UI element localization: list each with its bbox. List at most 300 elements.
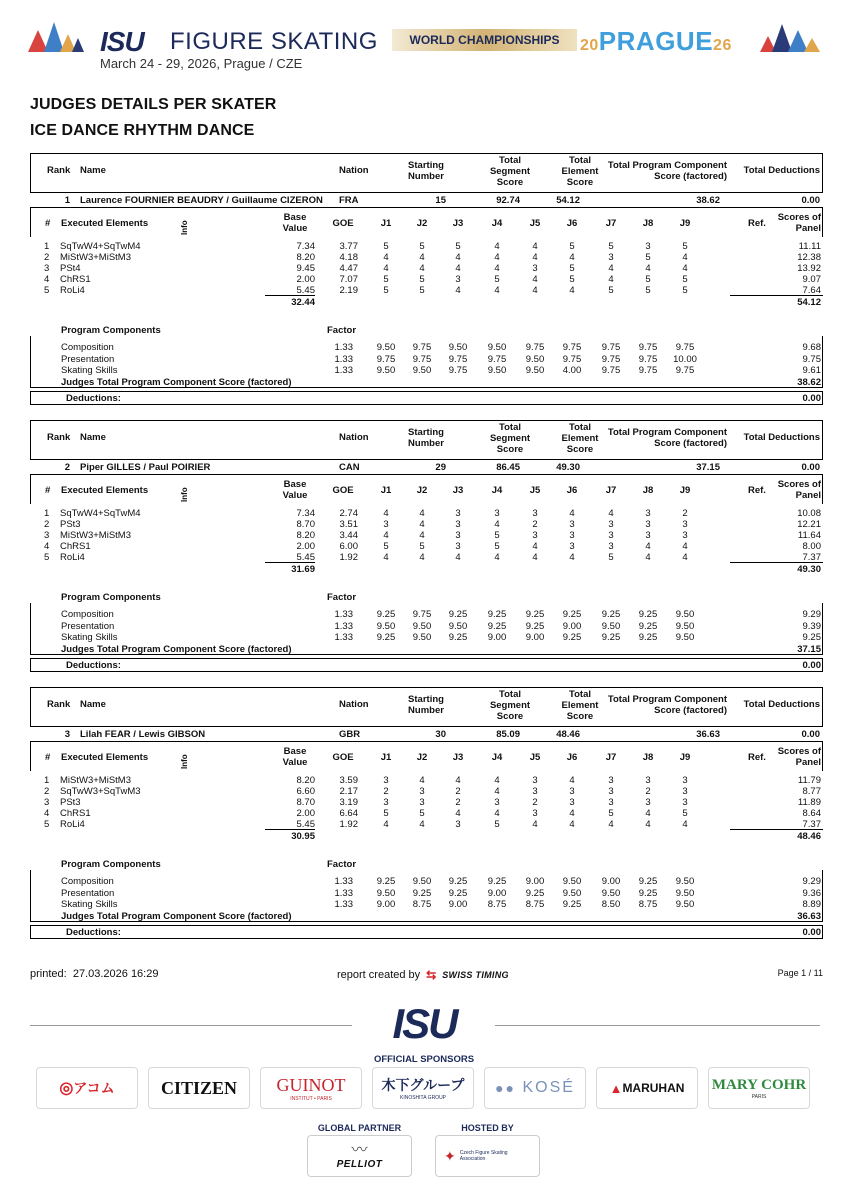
sponsor-acom: ◎ アコム <box>36 1067 138 1109</box>
judge-mark: 4 <box>608 274 614 285</box>
judge-mark: 3 <box>383 797 389 808</box>
component-score: 9.61 <box>802 365 821 376</box>
skater-nation: CAN <box>339 462 360 473</box>
judge-component-mark: 9.25 <box>562 899 582 910</box>
segment-score-header: Score <box>496 444 524 455</box>
panel-score: 11.64 <box>797 530 821 541</box>
judge-mark: 3 <box>569 530 575 541</box>
goe-value: 4.47 <box>339 263 358 274</box>
number-header: Number <box>408 171 444 182</box>
judge-component-mark: 9.50 <box>675 632 695 643</box>
element-number: 4 <box>44 541 50 552</box>
element-number: 5 <box>44 552 50 563</box>
panel-header: Panel <box>795 490 821 501</box>
element-row <box>30 241 823 252</box>
judge-mark: 4 <box>419 530 425 541</box>
base-header: Base <box>283 479 307 490</box>
judge-mark: 5 <box>494 819 500 830</box>
component-score: 9.39 <box>802 620 821 632</box>
judge-mark: 5 <box>569 263 575 274</box>
components-divider <box>30 654 823 655</box>
component-name: Composition <box>61 876 114 887</box>
judge-component-mark: 9.75 <box>675 342 695 353</box>
skater-block <box>30 153 823 408</box>
base-value: 2.00 <box>296 274 315 285</box>
judge-component-mark: 9.25 <box>448 609 468 620</box>
ref-header: Ref. <box>748 218 766 229</box>
number-header: Number <box>408 705 444 716</box>
component-factor: 1.33 <box>334 632 353 643</box>
nation-header: Nation <box>339 432 369 443</box>
goe-value: 6.64 <box>339 808 358 819</box>
judge-mark: 3 <box>645 241 651 252</box>
skater-pcs: 38.62 <box>696 195 720 206</box>
components-box <box>30 336 823 388</box>
judge-component-mark: 9.25 <box>525 887 545 899</box>
judge-mark: 4 <box>569 508 575 519</box>
judge-component-mark: 9.75 <box>562 353 582 365</box>
judge-mark: 3 <box>608 775 614 786</box>
sponsor-citizen: CITIZEN <box>148 1067 250 1109</box>
scores-of-header: Scores of <box>777 746 821 757</box>
judge-mark: 3 <box>608 530 614 541</box>
component-name: Skating Skills <box>61 632 118 643</box>
deductions-total: 0.00 <box>802 660 821 671</box>
judge-mark: 3 <box>532 263 538 274</box>
judge-mark: 5 <box>608 552 614 563</box>
judge-component-mark: 9.50 <box>675 887 695 899</box>
elements-divider <box>265 562 315 563</box>
component-score: 8.89 <box>802 899 821 910</box>
starting-header: Starting <box>408 427 444 438</box>
judge-mark: 2 <box>682 508 688 519</box>
judge-mark: 5 <box>419 808 425 819</box>
judge-mark: 2 <box>532 519 538 530</box>
panel-score: 7.37 <box>802 552 821 563</box>
judge-component-mark: 9.25 <box>487 620 507 632</box>
judge-component-mark: 9.50 <box>525 353 545 365</box>
judge-header-3: J3 <box>452 485 464 496</box>
component-name: Presentation <box>61 353 115 365</box>
judge-component-mark: 9.75 <box>638 365 658 376</box>
judge-mark: 3 <box>569 786 575 797</box>
deductions-header: Total Deductions <box>743 432 820 443</box>
judge-component-mark: 9.50 <box>525 365 545 376</box>
hosted-by-label: HOSTED BY <box>461 1123 514 1133</box>
right-triangles-logo <box>758 16 822 56</box>
value-header: Value <box>282 490 308 501</box>
judge-header-3: J3 <box>452 752 464 763</box>
goe-value: 2.74 <box>339 508 358 519</box>
judge-mark: 4 <box>682 541 688 552</box>
ref-header: Ref. <box>748 752 766 763</box>
element-number: 3 <box>44 530 50 541</box>
judge-mark: 3 <box>494 508 500 519</box>
info-header: Info <box>180 754 189 769</box>
factor-header: Factor <box>327 592 357 603</box>
skater-rank: 3 <box>64 729 70 740</box>
component-score: 9.29 <box>802 609 821 620</box>
name-header: Name <box>80 165 106 176</box>
component-name: Composition <box>61 609 114 620</box>
element-header: Element <box>561 433 599 444</box>
judge-mark: 4 <box>419 775 425 786</box>
judge-mark: 4 <box>608 508 614 519</box>
pelliot-wave-icon: 〰 <box>351 1141 368 1159</box>
judge-mark: 3 <box>455 819 461 830</box>
judge-component-mark: 9.25 <box>448 887 468 899</box>
judge-mark: 4 <box>532 819 538 830</box>
judge-component-mark: 9.75 <box>638 353 658 365</box>
elements-divider <box>265 829 315 830</box>
judge-component-mark: 9.75 <box>412 342 432 353</box>
judge-component-mark: 9.25 <box>562 632 582 643</box>
judge-component-mark: 9.25 <box>376 876 396 887</box>
deductions-box <box>30 658 823 672</box>
judge-mark: 4 <box>383 530 389 541</box>
event-header <box>0 0 849 80</box>
base-value: 8.20 <box>296 530 315 541</box>
goe-value: 2.17 <box>339 786 358 797</box>
panel-score: 12.38 <box>797 252 821 263</box>
judge-mark: 4 <box>569 285 575 296</box>
judge-mark: 4 <box>494 775 500 786</box>
judge-mark: 3 <box>682 797 688 808</box>
tpc-header-2: Score (factored) <box>654 438 727 449</box>
judge-component-mark: 8.75 <box>638 899 658 910</box>
judge-component-mark: 9.50 <box>412 632 432 643</box>
info-header: Info <box>180 220 189 235</box>
judge-header-8: J8 <box>642 485 654 496</box>
judge-header-2: J2 <box>416 218 428 229</box>
judge-component-mark: 9.75 <box>448 353 468 365</box>
judges-total-label: Judges Total Program Component Score (factored) <box>61 911 292 922</box>
judge-component-mark: 8.75 <box>487 899 507 910</box>
judge-mark: 3 <box>608 541 614 552</box>
element-number: 2 <box>44 519 50 530</box>
elements-divider <box>265 295 315 296</box>
starting-header: Starting <box>408 694 444 705</box>
judge-mark: 5 <box>682 808 688 819</box>
judge-mark: 2 <box>383 786 389 797</box>
element-number: 5 <box>44 819 50 830</box>
judge-mark: 4 <box>455 285 461 296</box>
judge-mark: 4 <box>532 285 538 296</box>
skater-tss: 92.74 <box>496 195 520 206</box>
judge-component-mark: 9.25 <box>601 632 621 643</box>
page-number: Page 1 / 11 <box>777 968 823 978</box>
judge-mark: 3 <box>608 797 614 808</box>
judge-mark: 3 <box>532 808 538 819</box>
base-value: 5.45 <box>296 552 315 563</box>
printed-info: printed: 27.03.2026 16:29 <box>30 968 159 980</box>
base-value: 8.20 <box>296 775 315 786</box>
judge-mark: 3 <box>532 530 538 541</box>
component-score: 9.68 <box>802 342 821 353</box>
judge-mark: 4 <box>494 808 500 819</box>
judge-mark: 3 <box>569 541 575 552</box>
elements-divider-right <box>730 295 823 296</box>
judge-mark: 3 <box>608 786 614 797</box>
judge-mark: 4 <box>682 263 688 274</box>
judge-component-mark: 9.00 <box>601 876 621 887</box>
goe-value: 3.44 <box>339 530 358 541</box>
judge-header-5: J5 <box>529 218 541 229</box>
segment-score-header: Score <box>496 177 524 188</box>
judge-component-mark: 9.50 <box>675 876 695 887</box>
judge-mark: 4 <box>569 252 575 263</box>
judge-mark: 5 <box>419 541 425 552</box>
judge-header-7: J7 <box>605 752 617 763</box>
tpc-header-1: Total Program Component <box>607 160 727 171</box>
footer-divider-right <box>495 1025 820 1026</box>
judge-mark: 3 <box>455 508 461 519</box>
components-box <box>30 870 823 922</box>
hash-header: # <box>45 752 51 763</box>
judge-mark: 5 <box>645 285 651 296</box>
skater-tes: 54.12 <box>556 195 580 206</box>
judge-header-4: J4 <box>491 218 503 229</box>
judge-component-mark: 9.50 <box>487 342 507 353</box>
goe-header: GOE <box>332 218 354 229</box>
element-number: 3 <box>44 263 50 274</box>
tpc-header-2: Score (factored) <box>654 705 727 716</box>
judge-mark: 4 <box>682 252 688 263</box>
judge-header-8: J8 <box>642 218 654 229</box>
element-row <box>30 519 823 530</box>
element-row <box>30 285 823 296</box>
footer-divider-left <box>30 1025 352 1026</box>
judge-mark: 2 <box>532 797 538 808</box>
judge-mark: 5 <box>419 241 425 252</box>
judge-mark: 5 <box>682 274 688 285</box>
judge-component-mark: 9.75 <box>412 353 432 365</box>
judge-mark: 4 <box>645 541 651 552</box>
factor-header: Factor <box>327 325 357 336</box>
judge-component-mark: 9.75 <box>448 365 468 376</box>
judge-mark: 3 <box>645 775 651 786</box>
element-row <box>30 274 823 285</box>
skater-pcs: 36.63 <box>696 729 720 740</box>
panel-score: 7.64 <box>802 285 821 296</box>
judge-component-mark: 9.00 <box>525 632 545 643</box>
hash-header: # <box>45 218 51 229</box>
report-credit: report created by ⇆ SWISS TIMING <box>337 968 509 982</box>
judge-component-mark: 9.50 <box>376 342 396 353</box>
judge-mark: 4 <box>383 508 389 519</box>
skater-tss: 86.45 <box>496 462 520 473</box>
pcs-total: 37.15 <box>797 644 821 655</box>
event-dates: March 24 - 29, 2026, Prague / CZE <box>100 56 303 71</box>
sponsor-kose: ●● KOSÉ <box>484 1067 586 1109</box>
sponsor-maruhan: ▲ MARUHAN <box>596 1067 698 1109</box>
judge-mark: 3 <box>383 519 389 530</box>
judge-component-mark: 8.75 <box>412 899 432 910</box>
base-value: 2.00 <box>296 808 315 819</box>
judge-component-mark: 9.75 <box>601 353 621 365</box>
segment-title: ICE DANCE RHYTHM DANCE <box>30 122 255 139</box>
element-number: 2 <box>44 252 50 263</box>
judge-mark: 4 <box>532 241 538 252</box>
judge-mark: 5 <box>383 808 389 819</box>
judge-component-mark: 9.25 <box>376 609 396 620</box>
element-header: Element <box>561 700 599 711</box>
skater-icon: ✦ <box>444 1147 456 1164</box>
judge-mark: 4 <box>645 552 651 563</box>
skater-start-number: 30 <box>435 729 446 740</box>
judge-mark: 5 <box>645 252 651 263</box>
elements-total: 48.46 <box>797 831 821 842</box>
component-score: 9.29 <box>802 876 821 887</box>
panel-score: 8.00 <box>802 541 821 552</box>
judge-mark: 4 <box>383 819 389 830</box>
goe-value: 3.51 <box>339 519 358 530</box>
judge-component-mark: 9.50 <box>448 342 468 353</box>
judge-mark: 4 <box>494 552 500 563</box>
component-factor: 1.33 <box>334 609 353 620</box>
segment-total-header: Total <box>499 155 521 166</box>
nation-header: Nation <box>339 165 369 176</box>
skater-nation: FRA <box>339 195 359 206</box>
judge-mark: 5 <box>682 241 688 252</box>
skater-tes: 48.46 <box>556 729 580 740</box>
judge-mark: 4 <box>645 263 651 274</box>
program-components-header: Program Components <box>61 592 161 603</box>
element-code: RoLi4 <box>60 552 85 563</box>
skater-deductions: 0.00 <box>801 462 820 473</box>
judge-component-mark: 9.25 <box>412 887 432 899</box>
deductions-total: 0.00 <box>802 393 821 404</box>
tpc-header-1: Total Program Component <box>607 427 727 438</box>
judge-component-mark: 9.50 <box>412 620 432 632</box>
component-factor: 1.33 <box>334 876 353 887</box>
element-code: PSt3 <box>60 797 81 808</box>
judge-header-2: J2 <box>416 752 428 763</box>
judge-mark: 4 <box>494 519 500 530</box>
element-code: ChRS1 <box>60 808 91 819</box>
component-score: 9.75 <box>802 353 821 365</box>
base-value: 7.34 <box>296 241 315 252</box>
judge-mark: 5 <box>455 241 461 252</box>
skater-block <box>30 687 823 942</box>
base-value: 9.45 <box>296 263 315 274</box>
base-value: 8.70 <box>296 797 315 808</box>
judge-header-5: J5 <box>529 752 541 763</box>
element-total-header: Total <box>569 155 591 166</box>
judge-mark: 4 <box>645 819 651 830</box>
judge-mark: 4 <box>569 775 575 786</box>
swiss-timing-logo: SWISS TIMING <box>442 970 509 980</box>
panel-score: 11.89 <box>797 797 821 808</box>
deductions-box <box>30 391 823 405</box>
skater-block <box>30 420 823 675</box>
judge-mark: 5 <box>569 274 575 285</box>
scores-of-header: Scores of <box>777 212 821 223</box>
judge-component-mark: 8.75 <box>525 899 545 910</box>
judge-mark: 4 <box>455 263 461 274</box>
elements-divider-right <box>730 829 823 830</box>
isu-footer-logo: ISU <box>392 1000 457 1047</box>
judge-component-mark: 9.25 <box>638 620 658 632</box>
judge-mark: 2 <box>455 797 461 808</box>
judge-mark: 3 <box>645 797 651 808</box>
judge-mark: 3 <box>455 519 461 530</box>
deductions-label: Deductions: <box>66 393 121 404</box>
number-header: Number <box>408 438 444 449</box>
judge-mark: 5 <box>494 530 500 541</box>
element-row <box>30 252 823 263</box>
components-divider <box>30 921 823 922</box>
panel-score: 13.92 <box>797 263 821 274</box>
judge-mark: 4 <box>532 274 538 285</box>
component-name: Skating Skills <box>61 365 118 376</box>
judge-mark: 3 <box>419 786 425 797</box>
deductions-box <box>30 925 823 939</box>
judge-component-mark: 8.50 <box>601 899 621 910</box>
judge-component-mark: 9.25 <box>601 609 621 620</box>
skater-tss: 85.09 <box>496 729 520 740</box>
segment-header: Segment <box>489 166 531 177</box>
judge-component-mark: 9.50 <box>412 365 432 376</box>
judge-mark: 4 <box>608 819 614 830</box>
judge-mark: 4 <box>419 519 425 530</box>
element-total-header: Total <box>569 422 591 433</box>
judge-mark: 3 <box>455 530 461 541</box>
judge-mark: 4 <box>455 552 461 563</box>
skater-name: Piper GILLES / Paul POIRIER <box>80 462 211 473</box>
judge-mark: 5 <box>608 808 614 819</box>
tpc-header-1: Total Program Component <box>607 694 727 705</box>
judge-mark: 4 <box>383 252 389 263</box>
global-partner-label: GLOBAL PARTNER <box>317 1123 402 1133</box>
sponsor-guinot: GUINOT INSTITUT • PARIS <box>260 1067 362 1109</box>
element-score-header: Score <box>566 711 594 722</box>
judge-component-mark: 9.25 <box>525 620 545 632</box>
judge-mark: 4 <box>569 819 575 830</box>
judge-component-mark: 9.25 <box>638 876 658 887</box>
judges-total-label: Judges Total Program Component Score (factored) <box>61 377 292 388</box>
judge-mark: 3 <box>455 541 461 552</box>
skater-deductions: 0.00 <box>801 729 820 740</box>
judge-component-mark: 9.25 <box>638 632 658 643</box>
segment-total-header: Total <box>499 422 521 433</box>
judge-header-1: J1 <box>380 752 392 763</box>
element-total-header: Total <box>569 689 591 700</box>
segment-header: Segment <box>489 433 531 444</box>
goe-value: 4.18 <box>339 252 358 263</box>
judge-header-5: J5 <box>529 485 541 496</box>
judge-mark: 3 <box>532 775 538 786</box>
skater-deductions: 0.00 <box>801 195 820 206</box>
value-header: Value <box>282 223 308 234</box>
element-code: PSt4 <box>60 263 81 274</box>
element-number: 3 <box>44 797 50 808</box>
goe-value: 1.92 <box>339 819 358 830</box>
panel-header: Panel <box>795 223 821 234</box>
panel-score: 11.11 <box>798 241 821 252</box>
judge-component-mark: 9.50 <box>487 365 507 376</box>
judge-component-mark: 10.00 <box>673 353 697 365</box>
judge-mark: 5 <box>494 274 500 285</box>
judge-mark: 3 <box>682 786 688 797</box>
judge-mark: 4 <box>419 508 425 519</box>
judge-mark: 4 <box>494 285 500 296</box>
judge-header-4: J4 <box>491 485 503 496</box>
judge-mark: 3 <box>494 797 500 808</box>
judge-mark: 3 <box>608 252 614 263</box>
judge-component-mark: 9.75 <box>525 342 545 353</box>
judge-component-mark: 9.25 <box>448 876 468 887</box>
